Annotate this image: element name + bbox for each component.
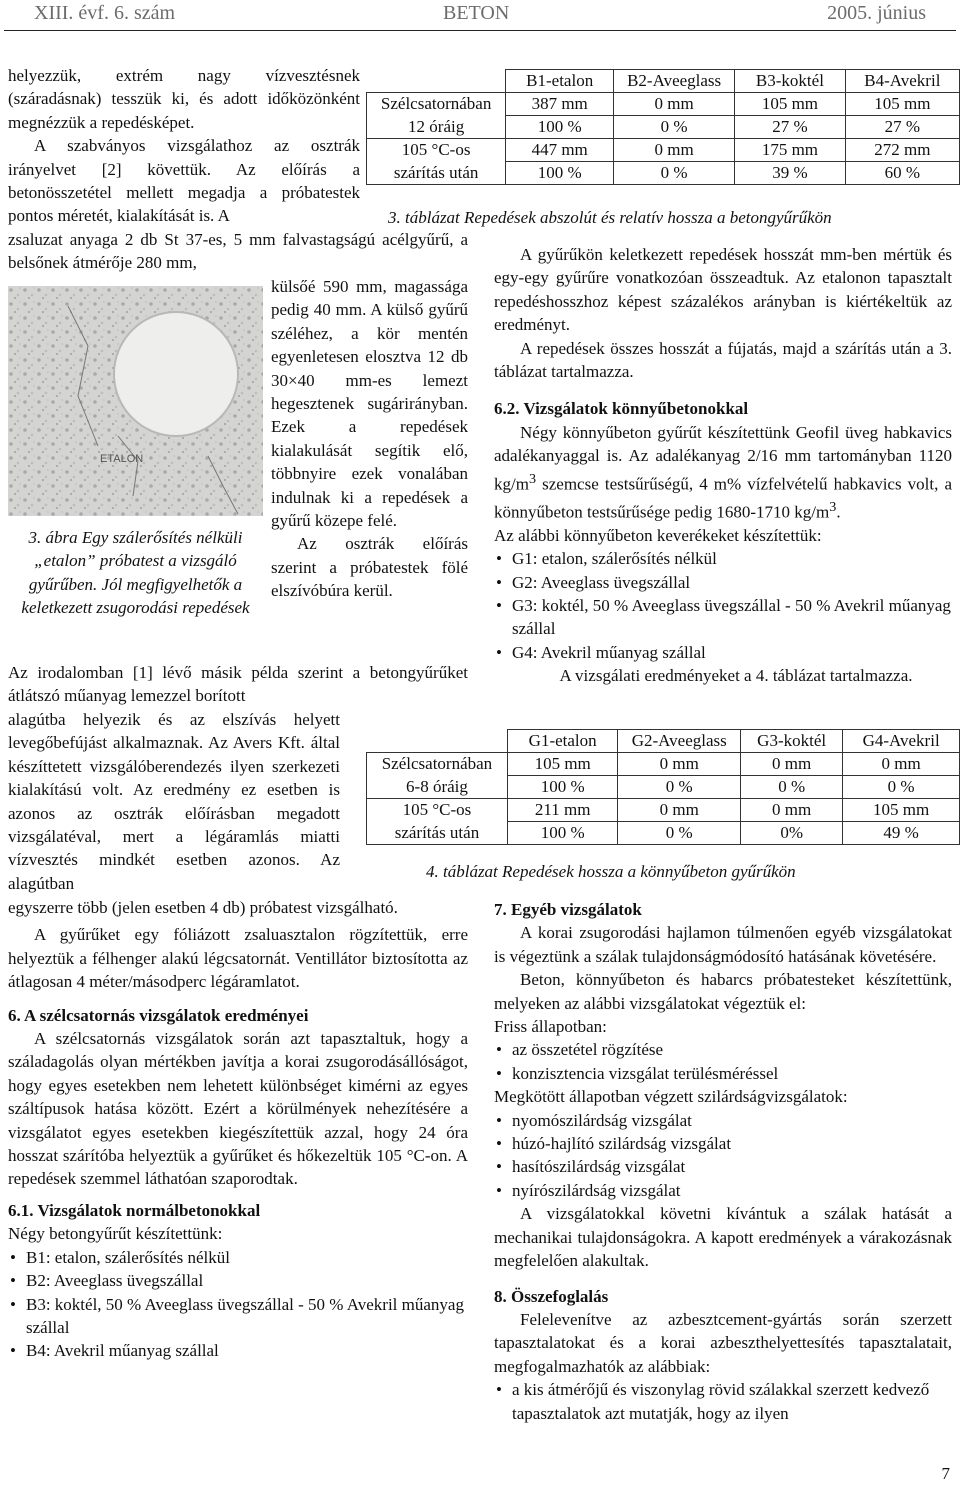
list-item: • nyomószilárdság vizsgálat — [494, 1109, 952, 1132]
list-item: • B2: Aveeglass üvegszállal — [8, 1269, 468, 1292]
list-item: • G1: etalon, szálerősítés nélkül — [494, 547, 952, 570]
etalon-ring-photo — [8, 286, 263, 516]
zsaluzat-text — [8, 228, 468, 275]
list-item: • a kis átmérőjű és viszonylag rövid szálakkal szerzett kedvező tapasztalatok azt mutatják, hogy az ilyen — [494, 1378, 952, 1425]
row-label: szárítás után — [367, 162, 506, 185]
table-3 — [366, 69, 960, 185]
section-7-title: 7. Egyéb vizsgálatok — [494, 900, 642, 919]
irodalom-wide — [8, 896, 468, 1363]
row-label: 105 °C-os — [367, 139, 506, 162]
b-mix-list — [8, 1246, 468, 1363]
table-cell: 100 % — [506, 116, 614, 139]
irodalom-narrow — [8, 708, 340, 895]
g-mix-list — [494, 547, 952, 664]
table-row — [367, 116, 960, 139]
text-span: szemcse testsűrűségű, 4 m% vízfelvételű habkavics volt, a könnyűbeton testsűrűsége pedig 1680-1710 kg/m — [494, 474, 952, 522]
table-cell: 105 mm — [845, 93, 959, 116]
table-cell: 0 mm — [618, 753, 741, 776]
right-column-upper — [494, 243, 952, 688]
crack-table-reference: A repedések összes hosszát a fújatás, majd a szárítás után a 3. táblázat tartalmazza. — [494, 338, 952, 382]
list-item: • húzó-hajlító szilárdság vizsgálat — [494, 1132, 952, 1155]
journal-title: BETON — [443, 2, 510, 24]
figure-wrap-text — [271, 275, 468, 603]
row-label: 105 °C-os — [367, 799, 508, 822]
section-6-1-title: 6.1. Vizsgálatok normálbetonokkal — [8, 1200, 261, 1220]
etalon-label: ETALON — [100, 453, 144, 465]
table-3-caption: 3. táblázat Repedések abszolút és relatív hossza a betongyűrűkön — [388, 208, 832, 227]
list-item: • G2: Aveeglass üvegszállal — [494, 571, 952, 594]
table-cell: 0 % — [843, 776, 960, 799]
table-4 — [366, 729, 960, 845]
concrete-ring-image — [8, 286, 263, 516]
text-span: . — [836, 502, 841, 522]
list-item: • hasítószilárdság vizsgálat — [494, 1155, 952, 1178]
row-label: szárítás után — [367, 822, 508, 845]
gyuru-paragraph: A gyűrűket egy fóliázott zsaluasztalon rögzítettük, erre helyeztük a félhenger alakú légcsatornát. Ventillátor biztosította az átlagosan 4 méter/másodperc légáramlatot. — [8, 925, 468, 992]
section-7-paragraph-2: Beton, könnyűbeton és habarcs próbatesteket készítettünk, melyeken az alábbi vizsgálatokat végeztük el: — [494, 970, 952, 1013]
table-cell: 0 % — [614, 162, 735, 185]
row-label: Szélcsatornában — [367, 93, 506, 116]
list-item: • G3: koktél, 50 % Aveeglass üvegszállal - 50 % Avekril műanyag szállal — [494, 594, 952, 641]
table-cell: 0 % — [614, 116, 735, 139]
header-rule — [4, 30, 956, 31]
g-mix-intro: Az alábbi könnyűbeton keverékeket készítettük: — [494, 525, 822, 545]
table-cell: 100 % — [507, 822, 618, 845]
table-row — [367, 822, 960, 845]
table-cell: 100 % — [506, 162, 614, 185]
list-item: • konzisztencia vizsgálat terülésméréssel — [494, 1062, 952, 1085]
table-header-row — [367, 730, 960, 753]
table-cell: 0 mm — [843, 753, 960, 776]
table-header-cell: G1-etalon — [507, 730, 618, 753]
table-row — [367, 139, 960, 162]
table-row — [367, 776, 960, 799]
table-row — [367, 93, 960, 116]
table-cell: 100 % — [507, 776, 618, 799]
journal-issue: XIII. évf. 6. szám — [34, 2, 176, 24]
table-cell: 0 mm — [618, 799, 741, 822]
table-header-cell: B2-Aveeglass — [614, 70, 735, 93]
section-6-1-intro: Négy betongyűrűt készítettünk: — [8, 1224, 223, 1244]
table-cell: 0 % — [618, 776, 741, 799]
table-cell: 27 % — [845, 116, 959, 139]
zsaluzat-paragraph: zsaluzat anyaga 2 db St 37-es, 5 mm falvastagságú acélgyűrű, a belsőnek átmérője 280 mm, — [8, 230, 468, 273]
table-cell: 39 % — [735, 162, 846, 185]
section-6-text: A szélcsatornás vizsgálatok során azt tapasztaltuk, hogy a száladagolás olyan mértékben javítja a korai zsugorodásállóságot, hogy egyes esetekben nem lehetett különbséget kimérni az egyes száltípusok hatása között. Ezért a körülmények nehezítésére a vizsgálatot egyes esetekben kiegészítettük azzal, hogy 24 óra hosszat szárítóba helyeztük a gyűrűket és hőkezeltük 105 °C-on. A repedések szemmel láthatóan szaporodtak. — [8, 1029, 468, 1189]
table-header-cell: B3-koktél — [735, 70, 846, 93]
section-7-paragraph-3: A vizsgálatokkal követni kívántuk a szálak hatását a mechanikai tulajdonságokra. A kapott eredmények a várakozásnak megfelelően alakultak. — [494, 1204, 952, 1271]
table-cell: 105 mm — [507, 753, 618, 776]
table-header-cell: G2-Aveeglass — [618, 730, 741, 753]
figure-3-caption: 3. ábra Egy szálerősítés nélküli „etalon” próbatest a vizsgáló gyűrűben. Jól megfigyelhetők a keletkezett zsugorodási repedések — [21, 528, 250, 618]
section-6-title: 6. A szélcsatornás vizsgálatok eredményei — [8, 1005, 309, 1025]
page-header — [0, 0, 960, 34]
row-label: Szélcsatornában — [367, 753, 508, 776]
table-header-cell: G4-Avekril — [843, 730, 960, 753]
wrap-paragraph-2: Az osztrák előírás szerint a próbatestek fölé elszívóbúra kerül. — [271, 534, 468, 601]
table-cell: 0% — [741, 822, 843, 845]
superscript: 3 — [528, 470, 537, 487]
table-cell: 0 mm — [741, 753, 843, 776]
right-column-lower — [494, 898, 952, 1425]
table-cell: 387 mm — [506, 93, 614, 116]
table-cell: 0 mm — [741, 799, 843, 822]
section-6-2-paragraph — [494, 421, 952, 524]
wrap-paragraph-1: külsőé 590 mm, magassága pedig 40 mm. A külső gyűrű széléhez, a kör mentén egyenletesen elosztva 12 db 30×40 mm-es lemezt hegesztenek sugárirányban. Ezek a repedések kialakulását segítik elő, többnyire ezek vonalában indulnak ki a repedések a gyűrű közepe felé. — [271, 277, 468, 531]
table-cell: 0 mm — [614, 139, 735, 162]
irodalom-wide-text: egyszerre több (jelen esetben 4 db) próbatest vizsgálható. — [8, 898, 398, 917]
table-cell: 0 % — [618, 822, 741, 845]
table-row — [367, 799, 960, 822]
intro-paragraph-2: A szabványos vizsgálathoz az osztrák irányelvet [2] követtük. Az előírás a betonösszetétel mellett megadja a próbatestek pontos méretét, kialakítását is. A — [8, 136, 360, 226]
table-4-reference: A vizsgálati eredményeket a 4. táblázat tartalmazza. — [559, 666, 913, 686]
summary-list — [494, 1378, 952, 1425]
table-cell: 105 mm — [735, 93, 846, 116]
row-label: 6-8 óráig — [367, 776, 508, 799]
list-item: • B1: etalon, szálerősítés nélkül — [8, 1246, 468, 1269]
issue-date: 2005. június — [827, 2, 926, 24]
list-item: • G4: Avekril műanyag szállal — [494, 641, 952, 664]
fresh-state-label: Friss állapotban: — [494, 1017, 607, 1037]
irodalom-narrow-text: alagútba helyezik és az elszívás helyett levegőbefújást alkalmaznak. Az Avers Kft. által készíttetett vizsgálóberendezés ilyen szerkezeti kialakítású volt. Az eredmény ez esetben is azonos az osztrák előírásban megadott vizsgálatéval, mert a légáramlás miatti vízvesztés mindkét esetben azonos. Az alagútban — [8, 710, 340, 893]
table-header-cell: B1-etalon — [506, 70, 614, 93]
strength-tests-list — [494, 1109, 952, 1203]
crack-length-paragraph: A gyűrűkön keletkezett repedések hosszát mm-ben mértük és egy-egy gyűrűre vonatkozóan összeadtuk. Az etalonon tapasztalt repedéshosszhoz képest százalékos arányban is kiértékeltük az eredményt. — [494, 245, 952, 335]
list-item: • B4: Avekril műanyag szállal — [8, 1339, 468, 1362]
intro-text — [8, 64, 360, 228]
list-item: • nyírószilárdság vizsgálat — [494, 1179, 952, 1202]
table-cell: 27 % — [735, 116, 846, 139]
table-cell: 447 mm — [506, 139, 614, 162]
superscript: 3 — [829, 498, 837, 515]
text-span: Négy könnyűbeton gyűrűt készítettünk Geofil üveg habkavics adalékanyaggal is. Az adalékanyag 2/16 mm tartományban 1120 kg/m — [494, 422, 952, 494]
table-cell: 211 mm — [507, 799, 618, 822]
table-cell: 60 % — [845, 162, 959, 185]
table-header-cell: G3-koktél — [741, 730, 843, 753]
page-number: 7 — [941, 1464, 950, 1483]
table-4-caption: 4. táblázat Repedések hossza a könnyűbeton gyűrűkön — [426, 862, 796, 881]
table-header-row — [367, 70, 960, 93]
table-cell: 272 mm — [845, 139, 959, 162]
table-cell: 0 % — [741, 776, 843, 799]
section-6-2-title: 6.2. Vizsgálatok könnyűbetonokkal — [494, 399, 749, 419]
irodalom-full-line — [8, 661, 468, 708]
section-8-paragraph: Felelevenítve az azbesztcement-gyártás során szerzett tapasztalatokat és a korai azbeszthelyettesítés tapasztalatait, megfogalmazhatók az alábbiak: — [494, 1309, 952, 1376]
section-7-paragraph-1: A korai zsugorodási hajlamon túlmenően egyéb vizsgálatokat is végeztünk a szálak tulajdonságmódosító hatásának követésére. — [494, 923, 952, 966]
list-item: • az összetétel rögzítése — [494, 1038, 952, 1061]
fresh-state-list — [494, 1038, 952, 1085]
table-cell: 0 mm — [614, 93, 735, 116]
table-cell: 175 mm — [735, 139, 846, 162]
list-item: • B3: koktél, 50 % Aveeglass üvegszállal - 50 % Avekril műanyag szállal — [8, 1293, 468, 1340]
table-cell: 49 % — [843, 822, 960, 845]
table-row — [367, 753, 960, 776]
table-row — [367, 162, 960, 185]
hardened-state-label: Megkötött állapotban végzett szilárdságvizsgálatok: — [494, 1087, 848, 1107]
table-cell: 105 mm — [843, 799, 960, 822]
irodalom-line-1: Az irodalomban [1] lévő másik példa szerint a betongyűrűket átlátszó műanyag lemezzel borított — [8, 663, 468, 706]
intro-paragraph-1: helyezzük, extrém nagy vízvesztésnek (száradásnak) tesszük ki, és adott időközönként megnézzük a repedésképet. — [8, 66, 360, 132]
section-8-title: 8. Összefoglalás — [494, 1286, 609, 1306]
row-label: 12 óráig — [367, 116, 506, 139]
table-header-cell: B4-Avekril — [845, 70, 959, 93]
